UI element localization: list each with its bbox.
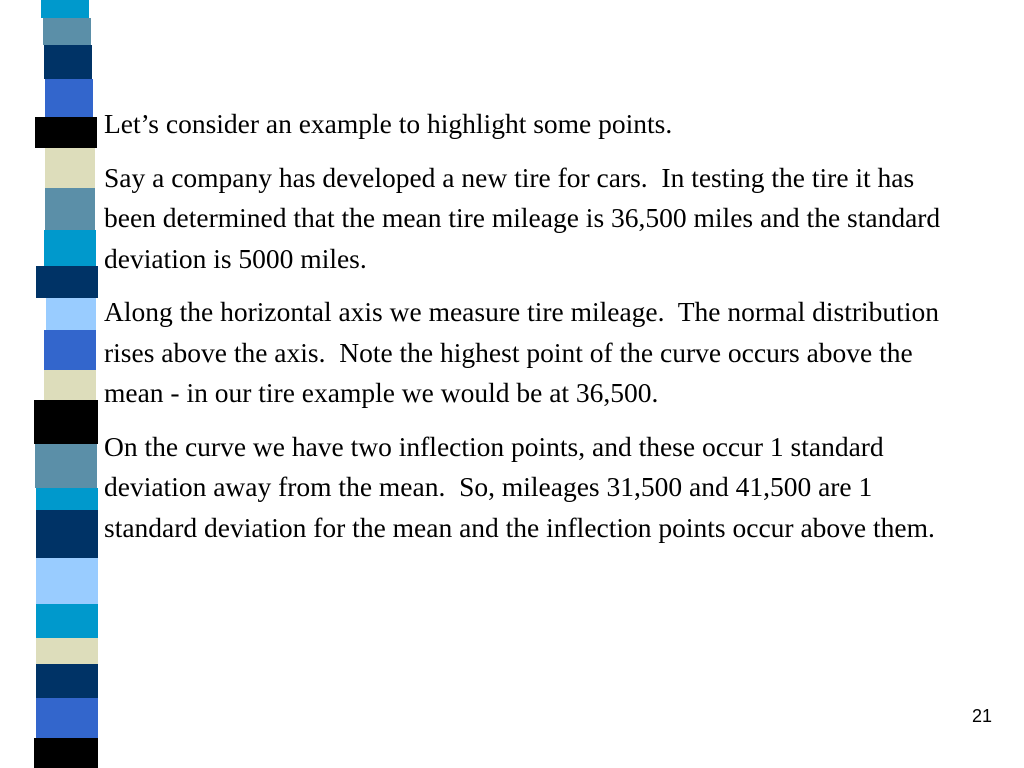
stripe-block — [46, 298, 96, 330]
paragraph-intro: Let’s consider an example to highlight some points. — [104, 108, 673, 139]
stripe-block — [34, 400, 98, 444]
stripe-block — [36, 488, 98, 510]
stripe-block — [36, 510, 98, 558]
stripe-block — [45, 148, 95, 188]
stripe-block — [45, 188, 95, 230]
stripe-block — [41, 0, 89, 18]
stripe-block — [35, 117, 97, 148]
stripe-block — [36, 664, 98, 698]
paragraph-inflection-points: On the curve we have two inflection points, and these occur 1 standard deviation away from the mean. So, mileages 31,500 and 41,500 are 1 standard deviation for the mean and the inflection points occur above them. — [104, 430, 935, 543]
stripe-block — [36, 558, 98, 604]
stripe-block — [34, 738, 98, 768]
stripe-block — [35, 444, 97, 488]
page-number: 21 — [971, 706, 992, 726]
stripe-block — [36, 266, 98, 298]
stripe-block — [36, 638, 98, 664]
paragraph-tire-example: Say a company has developed a new tire for cars. In testing the tire it has been determined that the mean tire mileage is 36,500 miles and the standard deviation is 5000 miles. — [104, 161, 948, 274]
stripe-block — [44, 370, 96, 400]
paragraph-horizontal-axis: Along the horizontal axis we measure tire mileage. The normal distribution rises above the axis. Note the highest point of the curve occurs above the mean - in our tire example we would be at 36,500. — [104, 296, 946, 408]
stripe-block — [36, 698, 98, 738]
stripe-block — [44, 230, 96, 266]
decorative-stripe-bar — [32, 0, 100, 768]
stripe-block — [36, 604, 98, 638]
stripe-block — [45, 79, 93, 117]
stripe-block — [44, 45, 92, 79]
stripe-block — [43, 18, 91, 45]
slide-body — [104, 104, 964, 561]
stripe-block — [44, 330, 96, 370]
